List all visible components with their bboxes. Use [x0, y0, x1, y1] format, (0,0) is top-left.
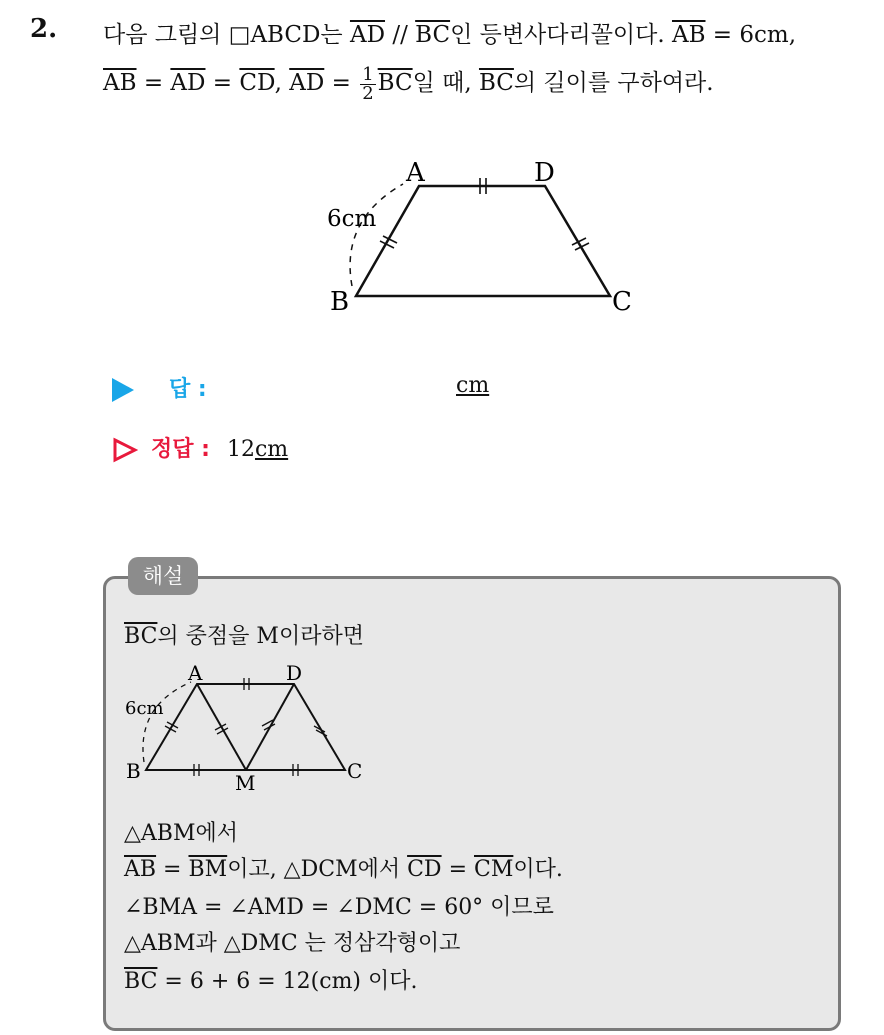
label-d: D [286, 661, 303, 685]
label-a: A [188, 661, 203, 685]
text-segment: 의 중점을 M이라하면 [157, 624, 364, 649]
comma: , [274, 70, 290, 96]
label-side-length: 6cm [327, 206, 377, 232]
answer-label: 답 : [169, 377, 207, 402]
solution-line5: △ABM과 △DMC 는 정삼각형이고 [124, 931, 461, 956]
segment-bc: $\overline{BC}$ [478, 70, 514, 96]
segment-ad: $\overline{AD}$ [170, 70, 206, 96]
text-segment: 이다. [513, 857, 563, 882]
equals: = [324, 70, 359, 96]
text-segment: 인 등변사다리꼴이다. [450, 22, 672, 48]
solution-line1 [124, 619, 364, 650]
problem-text-line2 [103, 64, 714, 103]
label-d: D [534, 158, 555, 188]
text-segment: 의 길이를 구하여라. [513, 70, 714, 96]
text-segment: = 6cm, [705, 22, 797, 48]
segment-ab: $\overline{AB}$ [103, 70, 137, 96]
correct-answer-unit: cm [254, 437, 289, 462]
segment-bc: $\overline{BC}$ [124, 969, 158, 994]
equal-tick-marks [165, 678, 327, 776]
text-segment: 다음 그림의 □ABCD는 [103, 22, 350, 48]
equals: = [156, 857, 189, 882]
correct-answer-row [112, 432, 288, 463]
dimension-arc [143, 682, 191, 762]
segment-bc: $\overline{BC}$ [124, 624, 158, 649]
text-segment: 이고, △DCM에서 [227, 857, 408, 882]
problem-text-line1 [103, 16, 796, 49]
segment-cd: $\overline{CD}$ [239, 70, 275, 96]
solution-line3 [124, 852, 563, 883]
equals: = [441, 857, 474, 882]
fraction-denominator: 2 [362, 82, 374, 104]
outline-arrow-icon [112, 437, 138, 463]
correct-answer-value: 12 [226, 437, 255, 462]
solution-line6 [124, 964, 418, 995]
equals: = [205, 70, 240, 96]
text-segment: = 6 + 6 = 12(cm) 이다. [157, 969, 418, 994]
parallel-symbol: // [385, 22, 416, 48]
segment-bc: $\overline{BC}$ [377, 70, 413, 96]
label-m: M [235, 771, 256, 795]
label-c: C [347, 759, 363, 783]
problem-number: 2. [30, 14, 58, 44]
label-b: B [330, 287, 350, 317]
correct-answer-label: 정답 : [151, 437, 210, 462]
equal-tick-marks [380, 178, 589, 250]
segment-ad: $\overline{AD}$ [289, 70, 325, 96]
label-side-length: 6cm [125, 698, 164, 719]
fraction-half [360, 63, 375, 104]
fraction-numerator: 1 [362, 63, 374, 85]
trapezoid-figure [300, 150, 660, 325]
segment-ab: $\overline{AB}$ [124, 857, 157, 882]
answer-row [112, 372, 207, 403]
solution-line2: △ABM에서 [124, 821, 239, 846]
label-b: B [126, 759, 141, 783]
segment-ad: $\overline{AD}$ [349, 22, 386, 48]
dimension-arc [350, 184, 403, 286]
play-arrow-icon [112, 378, 134, 402]
label-c: C [612, 287, 632, 317]
segment-bc: $\overline{BC}$ [415, 22, 451, 48]
answer-unit: cm [456, 373, 490, 398]
segment-cd: $\overline{CD}$ [407, 857, 442, 882]
segment-bm: $\overline{BM}$ [188, 857, 228, 882]
text-segment: 일 때, [412, 70, 479, 96]
solution-line4: ∠BMA = ∠AMD = ∠DMC = 60° 이므로 [124, 895, 554, 920]
segment-ab: $\overline{AB}$ [671, 22, 706, 48]
segment-cm: $\overline{CM}$ [474, 857, 514, 882]
label-a: A [406, 158, 425, 188]
solution-figure [118, 656, 378, 796]
equals: = [136, 70, 171, 96]
solution-tag: 해설 [128, 557, 198, 595]
